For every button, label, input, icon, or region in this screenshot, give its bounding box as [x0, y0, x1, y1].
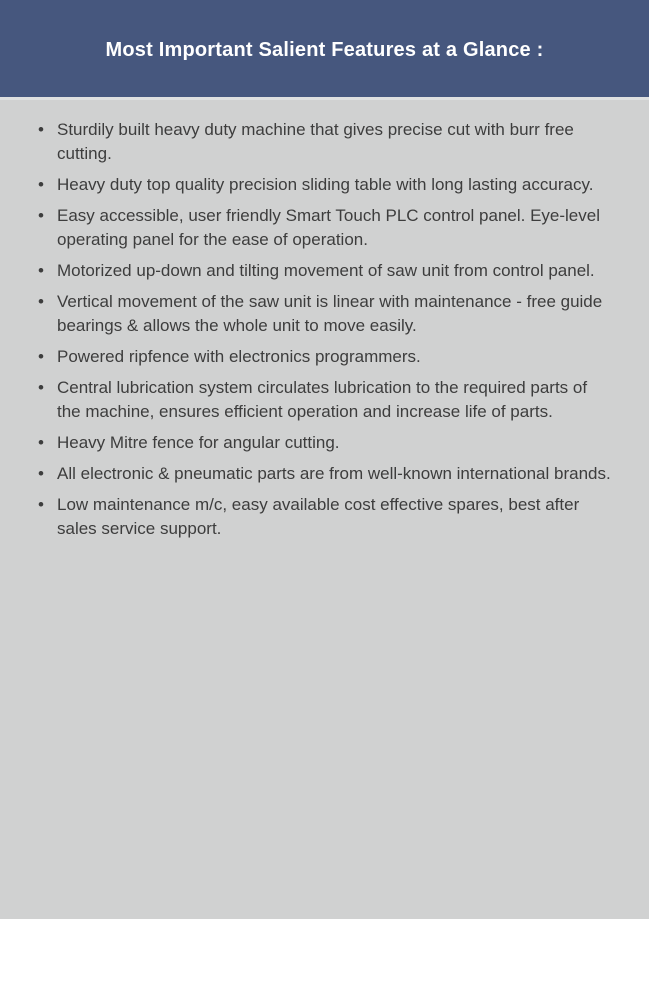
- bottom-margin: [0, 919, 649, 1000]
- feature-text: Heavy duty top quality precision sliding table with long lasting accuracy.: [57, 175, 594, 194]
- bullet-icon: •: [38, 175, 44, 194]
- bullet-icon: •: [38, 495, 44, 514]
- list-item: [38, 345, 615, 369]
- feature-text: All electronic & pneumatic parts are from well-known international brands.: [57, 464, 611, 483]
- bullet-icon: •: [38, 292, 44, 311]
- feature-text: Sturdily built heavy duty machine that gives precise cut with burr free cutting.: [57, 120, 574, 163]
- feature-text: Low maintenance m/c, easy available cost effective spares, best after sales service support.: [57, 495, 580, 538]
- feature-text: Motorized up-down and tilting movement of saw unit from control panel.: [57, 261, 595, 280]
- list-item: [38, 376, 615, 424]
- bullet-icon: •: [38, 261, 44, 280]
- bullet-icon: •: [38, 347, 44, 366]
- feature-text: Central lubrication system circulates lubrication to the required parts of the machine, ensures efficient operation and increase life of parts.: [57, 378, 588, 421]
- list-item: [38, 290, 615, 338]
- bullet-icon: •: [38, 464, 44, 483]
- feature-text: Powered ripfence with electronics programmers.: [57, 347, 421, 366]
- feature-text: Vertical movement of the saw unit is linear with maintenance - free guide bearings & allows the whole unit to move easily.: [57, 292, 603, 335]
- feature-text: Heavy Mitre fence for angular cutting.: [57, 433, 340, 452]
- bullet-icon: •: [38, 433, 44, 452]
- list-item: [38, 431, 615, 455]
- header-banner: [0, 0, 649, 97]
- list-item: [38, 259, 615, 283]
- bullet-icon: •: [38, 120, 44, 139]
- feature-list: [0, 100, 649, 541]
- list-item: [38, 118, 615, 166]
- list-item: [38, 204, 615, 252]
- feature-text: Easy accessible, user friendly Smart Touch PLC control panel. Eye-level operating panel for the ease of operation.: [57, 206, 600, 249]
- list-item: [38, 493, 615, 541]
- bullet-icon: •: [38, 378, 44, 397]
- list-item: [38, 462, 615, 486]
- list-item: [38, 173, 615, 197]
- features-panel: [0, 97, 649, 919]
- page-title: Most Important Salient Features at a Glance :: [105, 39, 544, 61]
- bullet-icon: •: [38, 206, 44, 225]
